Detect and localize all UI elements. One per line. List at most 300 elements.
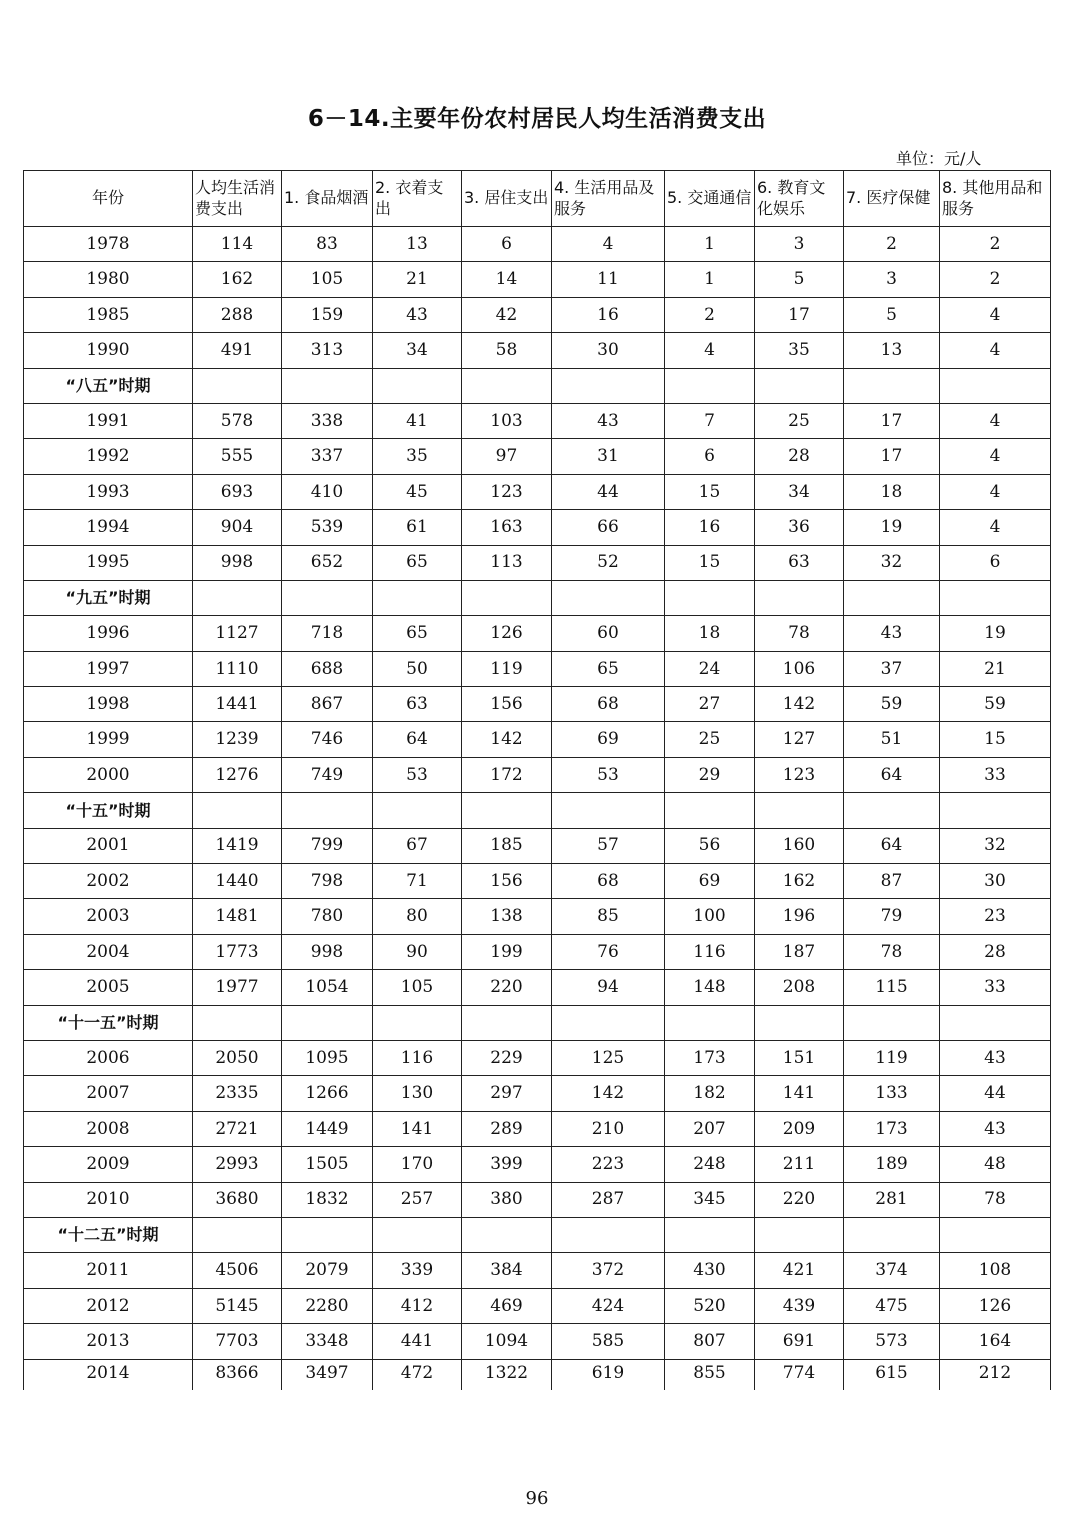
value-cell: 133 (844, 1076, 940, 1111)
value-cell: 16 (665, 510, 755, 545)
year-cell: 2006 (24, 1040, 193, 1075)
value-cell: 1094 (462, 1324, 552, 1359)
empty-cell (282, 368, 373, 403)
value-cell: 15 (665, 545, 755, 580)
value-cell: 30 (552, 333, 665, 368)
value-cell: 3680 (193, 1182, 282, 1217)
value-cell: 106 (755, 651, 844, 686)
value-cell: 2079 (282, 1253, 373, 1288)
value-cell: 1127 (193, 616, 282, 651)
value-cell: 35 (373, 439, 462, 474)
value-cell: 774 (755, 1359, 844, 1390)
value-cell: 345 (665, 1182, 755, 1217)
table-row (24, 1040, 1051, 1075)
value-cell: 52 (552, 545, 665, 580)
value-cell: 63 (755, 545, 844, 580)
value-cell: 421 (755, 1253, 844, 1288)
value-cell: 3 (844, 262, 940, 297)
table-row (24, 651, 1051, 686)
value-cell: 42 (462, 297, 552, 332)
value-cell: 855 (665, 1359, 755, 1390)
value-cell: 30 (940, 864, 1051, 899)
value-cell: 1419 (193, 828, 282, 863)
value-cell: 162 (755, 864, 844, 899)
value-cell: 116 (665, 934, 755, 969)
value-cell: 1977 (193, 970, 282, 1005)
value-cell: 1440 (193, 864, 282, 899)
value-cell: 749 (282, 757, 373, 792)
value-cell: 339 (373, 1253, 462, 1288)
table-row (24, 616, 1051, 651)
period-label: “十一五”时期 (24, 1005, 193, 1040)
value-cell: 51 (844, 722, 940, 757)
value-cell: 2 (844, 227, 940, 262)
value-cell: 1110 (193, 651, 282, 686)
value-cell: 105 (373, 970, 462, 1005)
value-cell: 44 (940, 1076, 1051, 1111)
value-cell: 13 (373, 227, 462, 262)
year-cell: 2011 (24, 1253, 193, 1288)
empty-cell (844, 580, 940, 615)
value-cell: 520 (665, 1288, 755, 1323)
value-cell: 78 (755, 616, 844, 651)
value-cell: 867 (282, 687, 373, 722)
table-row (24, 439, 1051, 474)
empty-cell (755, 1005, 844, 1040)
empty-cell (940, 368, 1051, 403)
table-row (24, 474, 1051, 509)
value-cell: 94 (552, 970, 665, 1005)
empty-cell (940, 793, 1051, 828)
header-housing: 3. 居住支出 (462, 171, 552, 227)
table-row (24, 828, 1051, 863)
empty-cell (844, 1217, 940, 1252)
value-cell: 491 (193, 333, 282, 368)
unit-label: 单位：元/人 (896, 149, 982, 168)
value-cell: 441 (373, 1324, 462, 1359)
value-cell: 1276 (193, 757, 282, 792)
value-cell: 48 (940, 1147, 1051, 1182)
empty-cell (373, 1217, 462, 1252)
value-cell: 372 (552, 1253, 665, 1288)
value-cell: 64 (373, 722, 462, 757)
table-row (24, 297, 1051, 332)
value-cell: 78 (940, 1182, 1051, 1217)
table-row (24, 333, 1051, 368)
table-row (24, 970, 1051, 1005)
value-cell: 31 (552, 439, 665, 474)
empty-cell (462, 793, 552, 828)
year-cell: 2014 (24, 1359, 193, 1390)
value-cell: 69 (665, 864, 755, 899)
period-row (24, 1217, 1051, 1252)
value-cell: 125 (552, 1040, 665, 1075)
value-cell: 156 (462, 687, 552, 722)
year-cell: 2012 (24, 1288, 193, 1323)
value-cell: 210 (552, 1111, 665, 1146)
value-cell: 65 (552, 651, 665, 686)
value-cell: 116 (373, 1040, 462, 1075)
empty-cell (193, 368, 282, 403)
value-cell: 113 (462, 545, 552, 580)
table-row (24, 262, 1051, 297)
value-cell: 61 (373, 510, 462, 545)
value-cell: 25 (665, 722, 755, 757)
value-cell: 904 (193, 510, 282, 545)
year-cell: 1985 (24, 297, 193, 332)
value-cell: 123 (462, 474, 552, 509)
empty-cell (665, 1217, 755, 1252)
value-cell: 475 (844, 1288, 940, 1323)
table-row (24, 510, 1051, 545)
value-cell: 115 (844, 970, 940, 1005)
value-cell: 57 (552, 828, 665, 863)
empty-cell (665, 793, 755, 828)
value-cell: 19 (940, 616, 1051, 651)
value-cell: 103 (462, 403, 552, 438)
value-cell: 4 (940, 403, 1051, 438)
value-cell: 998 (282, 934, 373, 969)
header-transport: 5. 交通通信 (665, 171, 755, 227)
year-cell: 1980 (24, 262, 193, 297)
value-cell: 1266 (282, 1076, 373, 1111)
table-row (24, 757, 1051, 792)
value-cell: 4506 (193, 1253, 282, 1288)
value-cell: 3497 (282, 1359, 373, 1390)
value-cell: 196 (755, 899, 844, 934)
value-cell: 29 (665, 757, 755, 792)
value-cell: 64 (844, 757, 940, 792)
value-cell: 4 (940, 297, 1051, 332)
empty-cell (665, 580, 755, 615)
value-cell: 287 (552, 1182, 665, 1217)
empty-cell (552, 1005, 665, 1040)
value-cell: 1322 (462, 1359, 552, 1390)
empty-cell (552, 368, 665, 403)
year-cell: 2003 (24, 899, 193, 934)
value-cell: 43 (373, 297, 462, 332)
empty-cell (373, 1005, 462, 1040)
value-cell: 208 (755, 970, 844, 1005)
value-cell: 211 (755, 1147, 844, 1182)
value-cell: 58 (462, 333, 552, 368)
value-cell: 199 (462, 934, 552, 969)
value-cell: 182 (665, 1076, 755, 1111)
value-cell: 209 (755, 1111, 844, 1146)
year-cell: 2004 (24, 934, 193, 969)
page-title: 6－14.主要年份农村居民人均生活消费支出 (307, 106, 767, 132)
value-cell: 220 (462, 970, 552, 1005)
year-cell: 1992 (24, 439, 193, 474)
table-row (24, 934, 1051, 969)
value-cell: 164 (940, 1324, 1051, 1359)
value-cell: 4 (665, 333, 755, 368)
value-cell: 127 (755, 722, 844, 757)
value-cell: 130 (373, 1076, 462, 1111)
value-cell: 173 (665, 1040, 755, 1075)
year-cell: 1993 (24, 474, 193, 509)
value-cell: 1239 (193, 722, 282, 757)
value-cell: 87 (844, 864, 940, 899)
value-cell: 65 (373, 616, 462, 651)
value-cell: 43 (940, 1040, 1051, 1075)
value-cell: 297 (462, 1076, 552, 1111)
value-cell: 156 (462, 864, 552, 899)
table-row (24, 403, 1051, 438)
year-cell: 1997 (24, 651, 193, 686)
value-cell: 25 (755, 403, 844, 438)
value-cell: 2 (665, 297, 755, 332)
period-row (24, 368, 1051, 403)
value-cell: 998 (193, 545, 282, 580)
value-cell: 1773 (193, 934, 282, 969)
value-cell: 6 (665, 439, 755, 474)
value-cell: 65 (373, 545, 462, 580)
header-medical: 7. 医疗保健 (844, 171, 940, 227)
empty-cell (844, 368, 940, 403)
value-cell: 7703 (193, 1324, 282, 1359)
value-cell: 5 (844, 297, 940, 332)
empty-cell (665, 368, 755, 403)
value-cell: 126 (462, 616, 552, 651)
value-cell: 2721 (193, 1111, 282, 1146)
value-cell: 207 (665, 1111, 755, 1146)
value-cell: 1054 (282, 970, 373, 1005)
value-cell: 151 (755, 1040, 844, 1075)
value-cell: 1481 (193, 899, 282, 934)
value-cell: 780 (282, 899, 373, 934)
year-cell: 1991 (24, 403, 193, 438)
value-cell: 288 (193, 297, 282, 332)
year-cell: 2013 (24, 1324, 193, 1359)
empty-cell (844, 1005, 940, 1040)
value-cell: 83 (282, 227, 373, 262)
value-cell: 97 (462, 439, 552, 474)
period-row (24, 580, 1051, 615)
value-cell: 472 (373, 1359, 462, 1390)
value-cell: 2050 (193, 1040, 282, 1075)
value-cell: 289 (462, 1111, 552, 1146)
value-cell: 67 (373, 828, 462, 863)
value-cell: 3348 (282, 1324, 373, 1359)
value-cell: 14 (462, 262, 552, 297)
value-cell: 1 (665, 227, 755, 262)
value-cell: 424 (552, 1288, 665, 1323)
empty-cell (940, 1217, 1051, 1252)
value-cell: 5145 (193, 1288, 282, 1323)
value-cell: 24 (665, 651, 755, 686)
empty-cell (193, 1217, 282, 1252)
value-cell: 60 (552, 616, 665, 651)
table-row (24, 1324, 1051, 1359)
empty-cell (552, 1217, 665, 1252)
header-household: 4. 生活用品及服务 (552, 171, 665, 227)
value-cell: 313 (282, 333, 373, 368)
value-cell: 142 (755, 687, 844, 722)
value-cell: 7 (665, 403, 755, 438)
value-cell: 18 (665, 616, 755, 651)
value-cell: 53 (552, 757, 665, 792)
value-cell: 1441 (193, 687, 282, 722)
year-cell: 2005 (24, 970, 193, 1005)
value-cell: 223 (552, 1147, 665, 1182)
year-cell: 2002 (24, 864, 193, 899)
value-cell: 4 (940, 439, 1051, 474)
value-cell: 173 (844, 1111, 940, 1146)
empty-cell (193, 580, 282, 615)
value-cell: 693 (193, 474, 282, 509)
empty-cell (462, 1217, 552, 1252)
value-cell: 100 (665, 899, 755, 934)
empty-cell (755, 1217, 844, 1252)
value-cell: 615 (844, 1359, 940, 1390)
value-cell: 17 (844, 403, 940, 438)
value-cell: 4 (552, 227, 665, 262)
page-number: 96 (525, 1488, 549, 1509)
value-cell: 138 (462, 899, 552, 934)
table-row (24, 1359, 1051, 1390)
header-clothing: 2. 衣着支出 (373, 171, 462, 227)
value-cell: 212 (940, 1359, 1051, 1390)
value-cell: 799 (282, 828, 373, 863)
empty-cell (844, 793, 940, 828)
value-cell: 2 (940, 262, 1051, 297)
empty-cell (462, 1005, 552, 1040)
value-cell: 76 (552, 934, 665, 969)
value-cell: 257 (373, 1182, 462, 1217)
year-cell: 2009 (24, 1147, 193, 1182)
value-cell: 652 (282, 545, 373, 580)
value-cell: 11 (552, 262, 665, 297)
value-cell: 384 (462, 1253, 552, 1288)
table-row (24, 722, 1051, 757)
value-cell: 148 (665, 970, 755, 1005)
table-row (24, 864, 1051, 899)
value-cell: 80 (373, 899, 462, 934)
value-cell: 15 (665, 474, 755, 509)
table-row (24, 227, 1051, 262)
value-cell: 585 (552, 1324, 665, 1359)
empty-cell (193, 1005, 282, 1040)
table-row (24, 1147, 1051, 1182)
consumption-table (23, 170, 1051, 1390)
value-cell: 8366 (193, 1359, 282, 1390)
value-cell: 43 (844, 616, 940, 651)
value-cell: 68 (552, 687, 665, 722)
value-cell: 4 (940, 333, 1051, 368)
value-cell: 123 (755, 757, 844, 792)
value-cell: 32 (940, 828, 1051, 863)
value-cell: 4 (940, 510, 1051, 545)
value-cell: 71 (373, 864, 462, 899)
table-row (24, 1288, 1051, 1323)
value-cell: 338 (282, 403, 373, 438)
value-cell: 220 (755, 1182, 844, 1217)
value-cell: 35 (755, 333, 844, 368)
empty-cell (755, 793, 844, 828)
value-cell: 2 (940, 227, 1051, 262)
period-row (24, 1005, 1051, 1040)
header-food: 1. 食品烟酒 (282, 171, 373, 227)
value-cell: 17 (844, 439, 940, 474)
value-cell: 43 (940, 1111, 1051, 1146)
value-cell: 66 (552, 510, 665, 545)
empty-cell (282, 793, 373, 828)
value-cell: 142 (462, 722, 552, 757)
value-cell: 19 (844, 510, 940, 545)
header-row (24, 171, 1051, 227)
year-cell: 1990 (24, 333, 193, 368)
year-cell: 2010 (24, 1182, 193, 1217)
value-cell: 108 (940, 1253, 1051, 1288)
value-cell: 374 (844, 1253, 940, 1288)
value-cell: 691 (755, 1324, 844, 1359)
value-cell: 798 (282, 864, 373, 899)
value-cell: 248 (665, 1147, 755, 1182)
value-cell: 69 (552, 722, 665, 757)
value-cell: 45 (373, 474, 462, 509)
year-cell: 1999 (24, 722, 193, 757)
value-cell: 90 (373, 934, 462, 969)
value-cell: 78 (844, 934, 940, 969)
value-cell: 439 (755, 1288, 844, 1323)
empty-cell (755, 368, 844, 403)
year-cell: 2001 (24, 828, 193, 863)
value-cell: 573 (844, 1324, 940, 1359)
empty-cell (282, 1217, 373, 1252)
value-cell: 6 (940, 545, 1051, 580)
value-cell: 34 (373, 333, 462, 368)
period-label: “八五”时期 (24, 368, 193, 403)
value-cell: 41 (373, 403, 462, 438)
value-cell: 28 (940, 934, 1051, 969)
value-cell: 119 (844, 1040, 940, 1075)
value-cell: 380 (462, 1182, 552, 1217)
value-cell: 68 (552, 864, 665, 899)
value-cell: 36 (755, 510, 844, 545)
value-cell: 18 (844, 474, 940, 509)
value-cell: 44 (552, 474, 665, 509)
value-cell: 33 (940, 970, 1051, 1005)
value-cell: 688 (282, 651, 373, 686)
value-cell: 281 (844, 1182, 940, 1217)
value-cell: 43 (552, 403, 665, 438)
year-cell: 2008 (24, 1111, 193, 1146)
value-cell: 21 (373, 262, 462, 297)
value-cell: 1449 (282, 1111, 373, 1146)
value-cell: 21 (940, 651, 1051, 686)
value-cell: 337 (282, 439, 373, 474)
empty-cell (462, 368, 552, 403)
value-cell: 28 (755, 439, 844, 474)
value-cell: 105 (282, 262, 373, 297)
value-cell: 6 (462, 227, 552, 262)
value-cell: 2280 (282, 1288, 373, 1323)
value-cell: 469 (462, 1288, 552, 1323)
empty-cell (373, 368, 462, 403)
value-cell: 555 (193, 439, 282, 474)
value-cell: 1832 (282, 1182, 373, 1217)
value-cell: 16 (552, 297, 665, 332)
empty-cell (665, 1005, 755, 1040)
value-cell: 79 (844, 899, 940, 934)
period-label: “九五”时期 (24, 580, 193, 615)
value-cell: 718 (282, 616, 373, 651)
value-cell: 159 (282, 297, 373, 332)
value-cell: 189 (844, 1147, 940, 1182)
value-cell: 1505 (282, 1147, 373, 1182)
value-cell: 59 (940, 687, 1051, 722)
